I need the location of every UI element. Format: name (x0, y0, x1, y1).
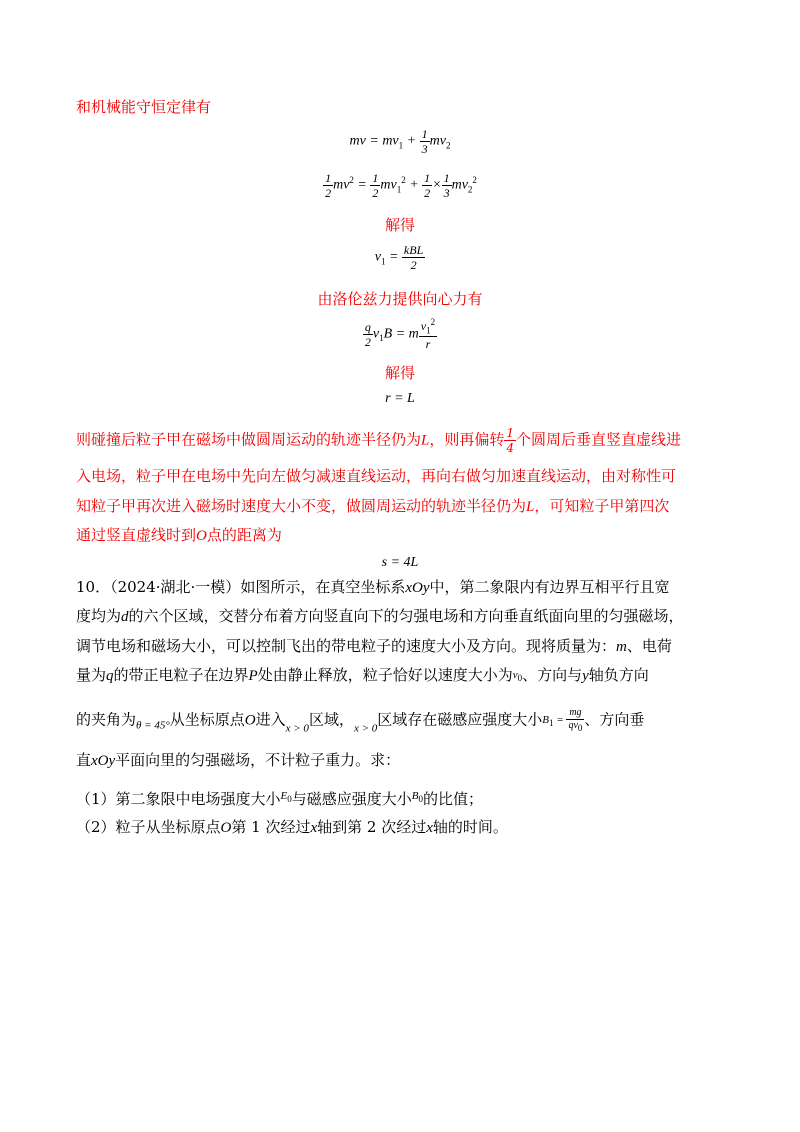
equation-distance: s = 4L (381, 555, 419, 570)
problem-number: 10． (76, 578, 111, 596)
problem-line-4: 量为q的带正电粒子在边界P处由静止释放，粒子恰好以速度大小为$v_0$、方向与y轴负方向 (76, 666, 649, 684)
problem-line-5: 的夹角为$_{\theta = 45^\circ}$从坐标原点O进入$_{x > 0}$区域，$_{x > 0}$区域存在磁感应强度大小$B_1$ = $\frac{mg}{qv_0}$ 、方向垂 (76, 707, 645, 735)
question-1: （1）第二象限中电场强度大小$^{E_0}$与磁感应强度大小$^{B_0}$的比值； (76, 790, 484, 808)
solved-label-2: 解得 (384, 364, 415, 382)
explanation-line-2: 入电场，粒子甲在电场中先向左做匀减速直线运动，再向右做匀加速直线运动，由对称性可 (76, 467, 677, 485)
explanation-line-4: 通过竖直虚线时到O点的距离为 (76, 526, 282, 544)
equation-v1: $v_1$ = $\frac{\text{kBL}}{2}$ (374, 243, 424, 272)
equation-momentum: mv = $mv_1$ + $\frac{1}{3}$ $mv_2$ (349, 127, 451, 156)
lorentz-label: 由洛伦兹力提供向心力有 (317, 290, 483, 308)
problem-line-3: 调节电场和磁场大小，可以控制飞出的带电粒子的速度大小及方向。现将质量为：m、电荷 (76, 637, 672, 655)
equation-lorentz: $\frac{q}{2}$ $v_1B = m$ $\frac{v_1^2}{r}$ (364, 317, 436, 352)
problem-line-2: 度均为d的六个区域，交替分布着方向竖直向下的匀强电场和方向垂直纸面向里的匀强磁场， (76, 607, 684, 625)
solved-label-1: 解得 (384, 216, 415, 234)
problem-line-1: 10．（2024·湖北·一模）如图所示，在真空坐标系xOy中，第二象限内有边界互相平行且宽 (76, 578, 670, 596)
explanation-line-3: 知粒子甲再次进入磁场时速度大小不变，做圆周运动的轨迹半径仍为L，可知粒子甲第四次 (76, 497, 670, 515)
equation-radius: r = L (385, 391, 415, 406)
problem-source: （2024·湖北·一模） (110, 578, 241, 596)
explanation-line-1: 则碰撞后粒子甲在磁场中做圆周运动的轨迹半径仍为L，则再偏转 $\frac{1}{4}$ 个圆周后垂直竖直虚线进 (76, 426, 682, 455)
momentum-intro: 和机械能守恒定律有 (76, 98, 212, 116)
problem-line-6: 直xOy平面向里的匀强磁场，不计粒子重力。求： (76, 751, 401, 769)
equation-energy: $\frac{1}{2}$ $mv^2$ = $\frac{1}{2}$ $mv_1^2$ + $\frac{1}{2}$ × $\frac{1}{3}$ $mv_2^2$ (325, 171, 477, 200)
question-2: （2）粒子从坐标原点O第 1 次经过x轴到第 2 次经过x轴的时间。 (76, 818, 508, 836)
